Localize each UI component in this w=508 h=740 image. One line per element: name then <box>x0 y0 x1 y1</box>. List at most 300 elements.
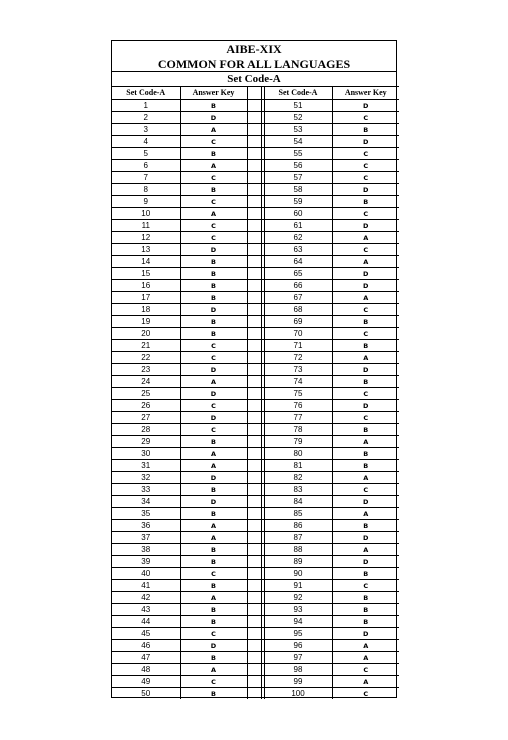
table-row <box>112 364 399 376</box>
table-row <box>112 628 399 640</box>
question-number: 92 <box>264 592 332 604</box>
question-number: 22 <box>112 352 180 364</box>
question-number: 31 <box>112 460 180 472</box>
question-number: 80 <box>264 448 332 460</box>
spacer-cell <box>247 688 261 700</box>
table-row <box>112 580 399 592</box>
spacer-cell <box>247 124 261 136</box>
table-row <box>112 496 399 508</box>
question-number: 49 <box>112 676 180 688</box>
table-header-row <box>112 87 399 100</box>
table-row <box>112 556 399 568</box>
question-number: 39 <box>112 556 180 568</box>
table-row <box>112 256 399 268</box>
table-row <box>112 436 399 448</box>
table-row <box>112 232 399 244</box>
question-number: 70 <box>264 328 332 340</box>
question-number: 74 <box>264 376 332 388</box>
spacer-cell <box>247 532 261 544</box>
spacer-cell <box>247 412 261 424</box>
question-number: 23 <box>112 364 180 376</box>
answer-cell: A <box>332 640 399 652</box>
question-number: 14 <box>112 256 180 268</box>
table-row <box>112 400 399 412</box>
question-number: 27 <box>112 412 180 424</box>
question-number: 45 <box>112 628 180 640</box>
answer-cell: D <box>180 388 247 400</box>
question-number: 61 <box>264 220 332 232</box>
answer-cell: C <box>180 628 247 640</box>
answer-cell: D <box>180 412 247 424</box>
question-number: 58 <box>264 184 332 196</box>
answer-cell: D <box>332 220 399 232</box>
answer-cell: D <box>332 400 399 412</box>
answer-cell: A <box>332 472 399 484</box>
answer-cell: B <box>332 448 399 460</box>
answer-cell: B <box>332 616 399 628</box>
question-number: 94 <box>264 616 332 628</box>
answer-cell: B <box>332 316 399 328</box>
answer-cell: D <box>180 112 247 124</box>
spacer-cell <box>247 604 261 616</box>
question-number: 69 <box>264 316 332 328</box>
table-row <box>112 304 399 316</box>
answer-cell: A <box>332 508 399 520</box>
table-row <box>112 112 399 124</box>
question-number: 64 <box>264 256 332 268</box>
answer-cell: D <box>332 364 399 376</box>
answer-cell: A <box>180 592 247 604</box>
question-number: 55 <box>264 148 332 160</box>
answer-cell: A <box>332 652 399 664</box>
question-number: 62 <box>264 232 332 244</box>
question-number: 59 <box>264 196 332 208</box>
table-row <box>112 520 399 532</box>
table-row <box>112 688 399 700</box>
question-number: 20 <box>112 328 180 340</box>
answer-cell: B <box>180 484 247 496</box>
answer-cell: A <box>180 664 247 676</box>
document-subtitle: COMMON FOR ALL LANGUAGES <box>157 57 351 71</box>
answer-cell: C <box>180 232 247 244</box>
spacer-cell <box>247 352 261 364</box>
question-number: 48 <box>112 664 180 676</box>
answer-cell: D <box>332 100 399 112</box>
column-header-answer-key: Answer Key <box>332 87 399 100</box>
answer-cell: A <box>180 376 247 388</box>
spacer-cell <box>247 556 261 568</box>
column-header-answer-key: Answer Key <box>180 87 247 100</box>
question-number: 82 <box>264 472 332 484</box>
table-row <box>112 100 399 112</box>
table-row <box>112 676 399 688</box>
answer-cell: B <box>180 148 247 160</box>
spacer-cell <box>247 436 261 448</box>
answer-cell: C <box>332 328 399 340</box>
question-number: 72 <box>264 352 332 364</box>
question-number: 43 <box>112 604 180 616</box>
spacer-cell <box>247 544 261 556</box>
spacer-cell <box>247 400 261 412</box>
spacer-cell <box>247 304 261 316</box>
question-number: 54 <box>264 136 332 148</box>
question-number: 90 <box>264 568 332 580</box>
question-number: 66 <box>264 280 332 292</box>
answer-cell: D <box>332 184 399 196</box>
answer-cell: B <box>332 568 399 580</box>
question-number: 18 <box>112 304 180 316</box>
question-number: 67 <box>264 292 332 304</box>
answer-cell: B <box>180 268 247 280</box>
question-number: 84 <box>264 496 332 508</box>
answer-cell: B <box>180 256 247 268</box>
question-number: 97 <box>264 652 332 664</box>
answer-cell: C <box>332 304 399 316</box>
question-number: 19 <box>112 316 180 328</box>
question-number: 41 <box>112 580 180 592</box>
column-header-set-code: Set Code-A <box>264 87 332 100</box>
question-number: 8 <box>112 184 180 196</box>
answer-cell: A <box>180 520 247 532</box>
spacer-cell <box>247 316 261 328</box>
question-number: 5 <box>112 148 180 160</box>
spacer-cell <box>247 664 261 676</box>
spacer-cell <box>247 568 261 580</box>
answer-cell: B <box>332 424 399 436</box>
answer-cell: B <box>332 460 399 472</box>
answer-cell: C <box>180 172 247 184</box>
table-row <box>112 508 399 520</box>
table-row <box>112 568 399 580</box>
question-number: 83 <box>264 484 332 496</box>
spacer-cell <box>247 496 261 508</box>
spacer-cell <box>247 580 261 592</box>
question-number: 12 <box>112 232 180 244</box>
spacer-cell <box>247 616 261 628</box>
table-row <box>112 124 399 136</box>
answer-cell: A <box>180 160 247 172</box>
answer-cell: C <box>180 400 247 412</box>
spacer-cell <box>247 184 261 196</box>
answer-cell: D <box>332 532 399 544</box>
question-number: 15 <box>112 268 180 280</box>
answer-cell: B <box>180 652 247 664</box>
answer-cell: D <box>332 496 399 508</box>
answer-cell: B <box>180 280 247 292</box>
title-block <box>112 41 396 86</box>
answer-cell: C <box>332 244 399 256</box>
spacer-cell <box>247 100 261 112</box>
answer-cell: D <box>180 496 247 508</box>
question-number: 99 <box>264 676 332 688</box>
answer-cell: D <box>180 364 247 376</box>
answer-cell: B <box>332 196 399 208</box>
table-row <box>112 664 399 676</box>
spacer-cell <box>247 628 261 640</box>
question-number: 35 <box>112 508 180 520</box>
question-number: 36 <box>112 520 180 532</box>
table-row <box>112 280 399 292</box>
table-row <box>112 328 399 340</box>
answer-cell: C <box>180 340 247 352</box>
question-number: 77 <box>264 412 332 424</box>
spacer-cell <box>247 592 261 604</box>
answer-cell: B <box>332 592 399 604</box>
question-number: 87 <box>264 532 332 544</box>
answer-cell: D <box>180 244 247 256</box>
question-number: 65 <box>264 268 332 280</box>
question-number: 44 <box>112 616 180 628</box>
question-number: 21 <box>112 340 180 352</box>
answer-cell: C <box>332 412 399 424</box>
answer-cell: A <box>180 124 247 136</box>
question-number: 85 <box>264 508 332 520</box>
question-number: 26 <box>112 400 180 412</box>
answer-cell: B <box>332 124 399 136</box>
table-row <box>112 460 399 472</box>
spacer-cell <box>247 508 261 520</box>
answer-cell: A <box>332 256 399 268</box>
set-code-heading: Set Code-A <box>112 71 396 86</box>
answer-cell: B <box>180 292 247 304</box>
answer-cell: C <box>332 688 399 700</box>
table-row <box>112 484 399 496</box>
question-number: 17 <box>112 292 180 304</box>
spacer-cell <box>247 196 261 208</box>
answer-cell: B <box>180 100 247 112</box>
table-row <box>112 412 399 424</box>
answer-cell: A <box>180 448 247 460</box>
question-number: 95 <box>264 628 332 640</box>
question-number: 46 <box>112 640 180 652</box>
question-number: 96 <box>264 640 332 652</box>
answer-cell: D <box>332 268 399 280</box>
table-row <box>112 148 399 160</box>
table-row <box>112 424 399 436</box>
spacer-cell <box>247 87 261 100</box>
answer-cell: B <box>180 556 247 568</box>
question-number: 30 <box>112 448 180 460</box>
question-number: 52 <box>264 112 332 124</box>
spacer-cell <box>247 388 261 400</box>
spacer-cell <box>247 376 261 388</box>
question-number: 42 <box>112 592 180 604</box>
table-row <box>112 376 399 388</box>
answer-cell: B <box>332 340 399 352</box>
answer-cell: C <box>332 160 399 172</box>
question-number: 86 <box>264 520 332 532</box>
spacer-cell <box>247 268 261 280</box>
answer-cell: C <box>332 148 399 160</box>
answer-cell: A <box>332 292 399 304</box>
question-number: 63 <box>264 244 332 256</box>
spacer-cell <box>247 232 261 244</box>
question-number: 78 <box>264 424 332 436</box>
spacer-cell <box>247 256 261 268</box>
question-number: 100 <box>264 688 332 700</box>
question-number: 16 <box>112 280 180 292</box>
question-number: 98 <box>264 664 332 676</box>
answer-cell: C <box>180 424 247 436</box>
answer-cell: B <box>180 544 247 556</box>
spacer-cell <box>247 472 261 484</box>
question-number: 25 <box>112 388 180 400</box>
answer-cell: A <box>332 544 399 556</box>
question-number: 81 <box>264 460 332 472</box>
table-row <box>112 208 399 220</box>
spacer-cell <box>247 340 261 352</box>
table-row <box>112 652 399 664</box>
spacer-cell <box>247 424 261 436</box>
spacer-cell <box>247 220 261 232</box>
answer-key-body <box>112 100 399 700</box>
spacer-cell <box>247 292 261 304</box>
answer-cell: D <box>332 280 399 292</box>
table-row <box>112 640 399 652</box>
answer-cell: D <box>332 556 399 568</box>
table-row <box>112 616 399 628</box>
question-number: 34 <box>112 496 180 508</box>
question-number: 28 <box>112 424 180 436</box>
question-number: 68 <box>264 304 332 316</box>
answer-cell: B <box>180 436 247 448</box>
spacer-cell <box>247 148 261 160</box>
spacer-cell <box>247 328 261 340</box>
answer-cell: A <box>332 232 399 244</box>
question-number: 73 <box>264 364 332 376</box>
table-row <box>112 196 399 208</box>
answer-cell: D <box>332 628 399 640</box>
answer-cell: C <box>332 664 399 676</box>
question-number: 3 <box>112 124 180 136</box>
question-number: 53 <box>264 124 332 136</box>
question-number: 91 <box>264 580 332 592</box>
answer-key-table <box>112 86 399 699</box>
spacer-cell <box>247 112 261 124</box>
table-row <box>112 172 399 184</box>
spacer-cell <box>247 460 261 472</box>
question-number: 88 <box>264 544 332 556</box>
spacer-cell <box>247 244 261 256</box>
answer-cell: B <box>180 328 247 340</box>
column-header-set-code: Set Code-A <box>112 87 180 100</box>
spacer-cell <box>247 280 261 292</box>
question-number: 79 <box>264 436 332 448</box>
table-row <box>112 472 399 484</box>
spacer-cell <box>247 448 261 460</box>
answer-cell: B <box>180 508 247 520</box>
document-title: AIBE-XIX <box>226 42 282 56</box>
table-row <box>112 136 399 148</box>
answer-cell: A <box>180 460 247 472</box>
answer-cell: C <box>180 568 247 580</box>
answer-cell: A <box>180 532 247 544</box>
answer-cell: B <box>332 604 399 616</box>
answer-cell: C <box>332 580 399 592</box>
spacer-cell <box>247 520 261 532</box>
spacer-cell <box>247 172 261 184</box>
question-number: 29 <box>112 436 180 448</box>
table-row <box>112 292 399 304</box>
table-row <box>112 316 399 328</box>
answer-cell: C <box>332 208 399 220</box>
question-number: 40 <box>112 568 180 580</box>
answer-cell: A <box>332 676 399 688</box>
answer-cell: C <box>180 352 247 364</box>
table-row <box>112 160 399 172</box>
spacer-cell <box>247 652 261 664</box>
answer-key-sheet <box>111 40 397 698</box>
answer-cell: C <box>180 676 247 688</box>
question-number: 38 <box>112 544 180 556</box>
spacer-cell <box>247 208 261 220</box>
answer-cell: A <box>180 208 247 220</box>
answer-cell: C <box>332 172 399 184</box>
question-number: 7 <box>112 172 180 184</box>
table-row <box>112 544 399 556</box>
answer-cell: C <box>332 388 399 400</box>
answer-cell: B <box>180 688 247 700</box>
table-row <box>112 448 399 460</box>
question-number: 24 <box>112 376 180 388</box>
question-number: 37 <box>112 532 180 544</box>
answer-cell: B <box>180 316 247 328</box>
spacer-cell <box>247 484 261 496</box>
question-number: 93 <box>264 604 332 616</box>
table-row <box>112 604 399 616</box>
question-number: 56 <box>264 160 332 172</box>
table-row <box>112 352 399 364</box>
table-row <box>112 220 399 232</box>
question-number: 11 <box>112 220 180 232</box>
answer-cell: D <box>180 472 247 484</box>
answer-cell: A <box>332 436 399 448</box>
answer-cell: B <box>332 376 399 388</box>
answer-cell: B <box>180 184 247 196</box>
answer-cell: D <box>332 136 399 148</box>
spacer-cell <box>247 160 261 172</box>
question-number: 13 <box>112 244 180 256</box>
question-number: 4 <box>112 136 180 148</box>
question-number: 9 <box>112 196 180 208</box>
answer-cell: C <box>180 220 247 232</box>
answer-cell: B <box>332 520 399 532</box>
spacer-cell <box>247 676 261 688</box>
answer-cell: A <box>332 352 399 364</box>
question-number: 71 <box>264 340 332 352</box>
question-number: 51 <box>264 100 332 112</box>
question-number: 50 <box>112 688 180 700</box>
question-number: 57 <box>264 172 332 184</box>
answer-cell: C <box>332 484 399 496</box>
answer-cell: B <box>180 616 247 628</box>
table-row <box>112 268 399 280</box>
table-row <box>112 340 399 352</box>
table-row <box>112 532 399 544</box>
spacer-cell <box>247 136 261 148</box>
question-number: 10 <box>112 208 180 220</box>
table-row <box>112 184 399 196</box>
question-number: 33 <box>112 484 180 496</box>
question-number: 60 <box>264 208 332 220</box>
question-number: 2 <box>112 112 180 124</box>
table-row <box>112 388 399 400</box>
answer-cell: D <box>180 304 247 316</box>
answer-cell: C <box>180 196 247 208</box>
spacer-cell <box>247 640 261 652</box>
question-number: 75 <box>264 388 332 400</box>
question-number: 1 <box>112 100 180 112</box>
